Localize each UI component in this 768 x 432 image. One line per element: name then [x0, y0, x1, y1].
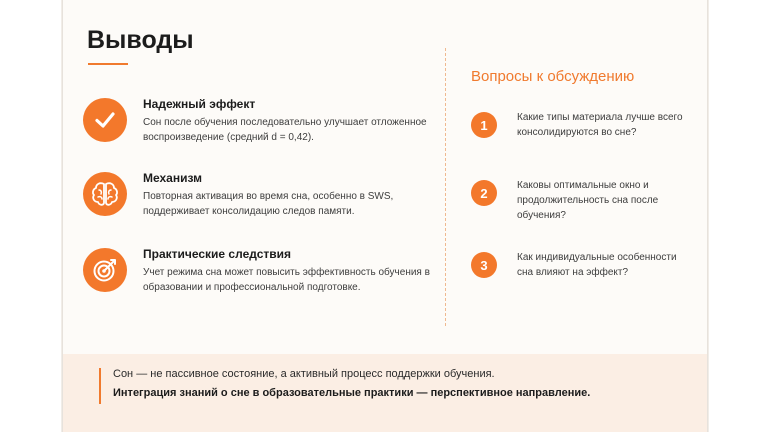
question-number-badge: 3: [471, 252, 497, 278]
question-number-badge: 1: [471, 112, 497, 138]
questions-title: Вопросы к обсуждению: [471, 68, 635, 85]
checkmark-icon: [83, 98, 127, 142]
slide-title: Выводы: [87, 26, 194, 54]
question-text: Каковы оптимальные окно и продолжительность сна после обучения?: [517, 180, 659, 221]
summary-accent-bar: [99, 368, 101, 404]
question-text: Как индивидуальные особенности сна влияют на эффект?: [517, 252, 677, 278]
column-divider: [445, 48, 446, 326]
summary-line: Сон — не пассивное состояние, а активный процесс поддержки обучения.: [113, 368, 495, 380]
question-text: Какие типы материала лучше всего консолидируются во сне?: [517, 112, 683, 138]
finding-title: Механизм: [143, 171, 203, 185]
finding-text: Учет режима сна может повысить эффективность обучения в образовании и профессиональной подготовке.: [143, 267, 430, 293]
finding-title: Практические следствия: [143, 247, 292, 261]
finding-text: Сон после обучения последовательно улучшает отложенное воспроизведение (средний d = 0,42).: [143, 117, 427, 143]
finding-title: Надежный эффект: [143, 97, 256, 111]
finding-text: Повторная активация во время сна, особенно в SWS, поддерживает консолидацию следов памяти.: [143, 191, 394, 217]
summary-emphasis-line: Интеграция знаний о сне в образовательные практики — перспективное направление.: [113, 387, 591, 399]
brain-icon: [83, 172, 127, 216]
summary-panel: [63, 354, 707, 432]
target-icon: [83, 248, 127, 292]
question-number-badge: 2: [471, 180, 497, 206]
slide: [62, 0, 708, 432]
title-underline: [88, 63, 128, 65]
